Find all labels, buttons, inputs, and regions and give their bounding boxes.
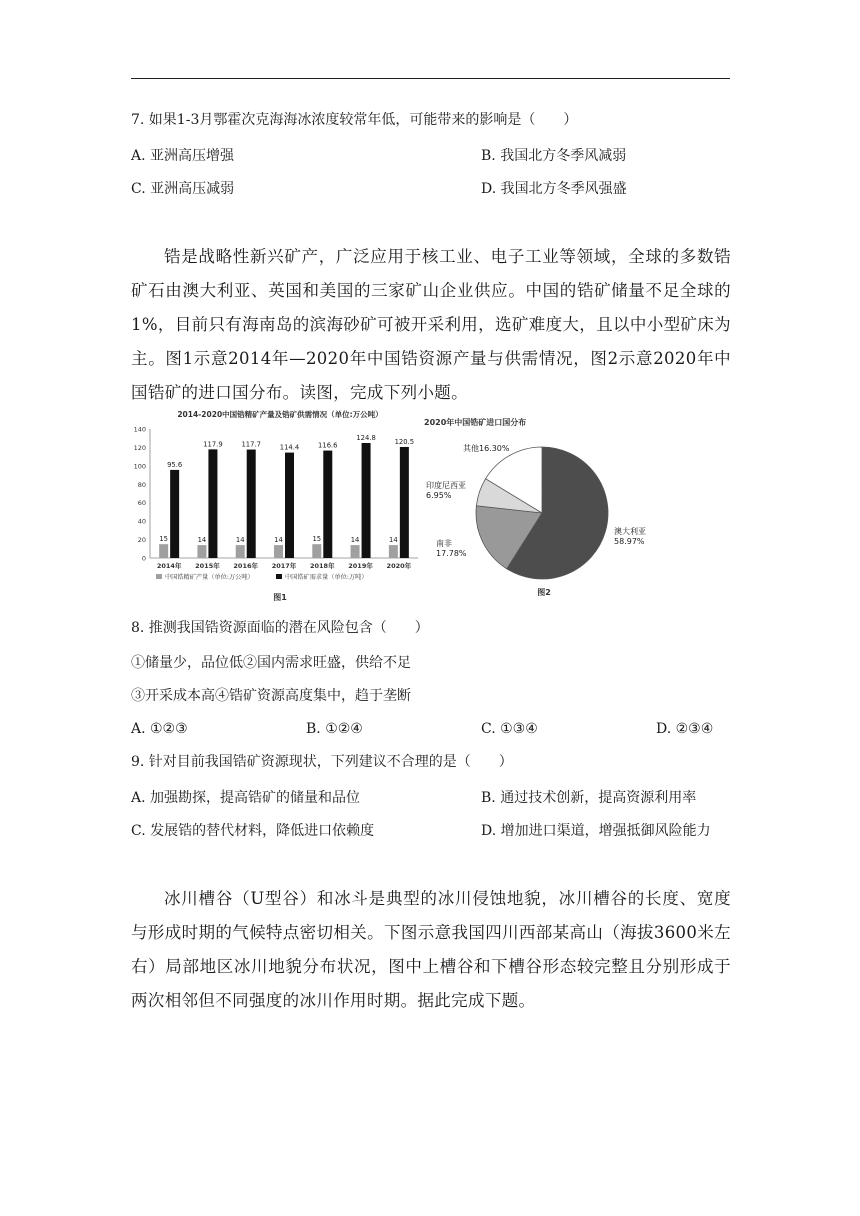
pie-chart-svg bbox=[418, 406, 678, 604]
bar-data-label: 120.5 bbox=[394, 437, 415, 446]
bar-demand bbox=[362, 443, 371, 558]
bar-data-label: 114.4 bbox=[279, 443, 300, 452]
passage-zirconium bbox=[131, 240, 731, 410]
q7-stem: 7. 如果1-3月鄂霍次克海海冰浓度较常年低，可能带来的影响是（ ） bbox=[131, 112, 578, 128]
q9-option-d: D. 增加进口渠道，增强抵御风险能力 bbox=[481, 823, 711, 839]
legend-swatch bbox=[156, 574, 162, 579]
bar-x-tick-label: 2015年 bbox=[195, 562, 220, 570]
bar-chart-svg bbox=[126, 406, 422, 604]
pie-label: 澳大利亚 bbox=[614, 527, 646, 536]
bar-x-tick-label: 2016年 bbox=[233, 562, 259, 570]
bar-data-label: 14 bbox=[235, 536, 245, 545]
bar-y-tick-label: 120 bbox=[133, 443, 146, 452]
q8-stem: 8. 推测我国锆资源面临的潜在风险包含（ ） bbox=[131, 620, 429, 636]
bar-demand bbox=[170, 470, 179, 558]
header-rule bbox=[131, 78, 730, 79]
figure2-pie-chart bbox=[418, 406, 678, 604]
figure2-caption: 图2 bbox=[537, 588, 551, 597]
pie-label: 印度尼西亚 bbox=[426, 481, 466, 490]
bar-demand bbox=[400, 447, 409, 558]
q8-option-c: C. ①③④ bbox=[481, 721, 538, 737]
pie-chart-title: 2020年中国锆矿进口国分布 bbox=[424, 418, 527, 427]
bar-production bbox=[159, 544, 168, 558]
bar-data-label: 116.6 bbox=[318, 441, 338, 450]
pie-label: 其他16.30% bbox=[463, 444, 510, 453]
bar-y-tick-label: 140 bbox=[133, 425, 146, 434]
q8-option-b: B. ①②④ bbox=[306, 721, 363, 737]
bar-production bbox=[274, 545, 283, 558]
q9-option-c: C. 发展锆的替代材料，降低进口依赖度 bbox=[131, 823, 375, 839]
bar-x-tick-label: 2017年 bbox=[271, 562, 297, 570]
bar-demand bbox=[208, 449, 217, 558]
q7-option-b: B. 我国北方冬季风减弱 bbox=[481, 148, 627, 164]
bar-production bbox=[389, 545, 398, 558]
bar-data-label: 15 bbox=[159, 535, 168, 544]
pie-label: 南非 bbox=[436, 539, 452, 548]
legend-label: 中国锆精矿产量（单位:万公吨） bbox=[165, 574, 254, 581]
bar-data-label: 117.9 bbox=[203, 440, 223, 449]
bar-x-tick-label: 2014年 bbox=[156, 562, 182, 570]
legend-label: 中国锆矿需求量（单位:万吨） bbox=[285, 574, 368, 581]
bar-production bbox=[197, 545, 206, 558]
bar-demand bbox=[285, 453, 294, 558]
q8-statement-1: ①储量少，品位低②国内需求旺盛，供给不足 bbox=[131, 655, 411, 671]
bar-production bbox=[312, 544, 321, 558]
bar-chart-title: 2014-2020中国锆精矿产量及锆矿供需情况（单位:万公吨） bbox=[177, 410, 383, 419]
q8-statement-2: ③开采成本高④锆矿资源高度集中，趋于垄断 bbox=[131, 688, 411, 704]
bar-x-tick-label: 2018年 bbox=[309, 562, 335, 570]
bar-y-tick-label: 0 bbox=[141, 554, 146, 563]
bar-y-tick-label: 100 bbox=[133, 462, 146, 471]
bar-demand bbox=[323, 451, 332, 558]
bar-data-label: 124.8 bbox=[356, 434, 376, 443]
passage-zirconium-text: 锆是战略性新兴矿产，广泛应用于核工业、电子工业等领域，全球的多数锆矿石由澳大利亚、英国和美国的三家矿山企业供应。中国的锆矿储量不足全球的1%，目前只有海南岛的滨海砂矿可被开采利用，选矿难度大，且以中小型矿床为主。图1示意2014年—2020年中国锆资源产量与供需情况，图2示意2020年中国锆矿的进口国分布。读图，完成下列小题。 bbox=[131, 247, 731, 402]
bar-data-label: 15 bbox=[312, 535, 322, 544]
pie-value-label: 6.95% bbox=[426, 491, 452, 500]
figure1-caption: 图1 bbox=[273, 593, 287, 602]
q7-option-a: A. 亚洲高压增强 bbox=[131, 148, 235, 164]
bar-demand bbox=[247, 450, 256, 558]
bar-data-label: 14 bbox=[197, 536, 207, 545]
bar-production bbox=[351, 545, 360, 558]
bar-x-tick-label: 2019年 bbox=[348, 562, 373, 570]
bar-data-label: 14 bbox=[389, 536, 398, 545]
q9-option-a: A. 加强勘探，提高锆矿的储量和品位 bbox=[131, 790, 361, 806]
bar-production bbox=[236, 545, 245, 558]
pie-value-label: 17.78% bbox=[436, 549, 467, 558]
q7-option-d: D. 我国北方冬季风强盛 bbox=[481, 181, 627, 197]
bar-data-label: 117.7 bbox=[241, 440, 261, 449]
passage-glacier bbox=[131, 882, 731, 1018]
q8-option-a: A. ①②③ bbox=[131, 721, 188, 737]
q9-stem: 9. 针对目前我国锆矿资源现状，下列建议不合理的是（ ） bbox=[131, 754, 513, 770]
bar-y-tick-label: 80 bbox=[137, 480, 146, 489]
q7-option-c: C. 亚洲高压减弱 bbox=[131, 181, 235, 197]
bar-y-tick-label: 20 bbox=[137, 536, 146, 545]
pie-value-label: 58.97% bbox=[614, 537, 645, 546]
q9-option-b: B. 通过技术创新，提高资源利用率 bbox=[481, 790, 697, 806]
bar-data-label: 14 bbox=[274, 536, 283, 545]
bar-data-label: 95.6 bbox=[167, 460, 183, 469]
figure1-bar-chart bbox=[126, 406, 422, 604]
q8-option-d: D. ②③④ bbox=[656, 721, 714, 737]
legend-swatch bbox=[276, 574, 282, 579]
bar-x-tick-label: 2020年 bbox=[386, 562, 412, 570]
passage-glacier-text: 冰川槽谷（U型谷）和冰斗是典型的冰川侵蚀地貌，冰川槽谷的长度、宽度与形成时期的气候特点密切相关。下图示意我国四川西部某高山（海拔3600米左右）局部地区冰川地貌分布状况，图中上槽谷和下槽谷形态较完整且分别形成于两次相邻但不同强度的冰川作用时期。据此完成下题。 bbox=[131, 889, 731, 1010]
bar-y-tick-label: 40 bbox=[137, 517, 146, 526]
bar-y-tick-label: 60 bbox=[137, 499, 146, 508]
bar-data-label: 14 bbox=[350, 536, 360, 545]
